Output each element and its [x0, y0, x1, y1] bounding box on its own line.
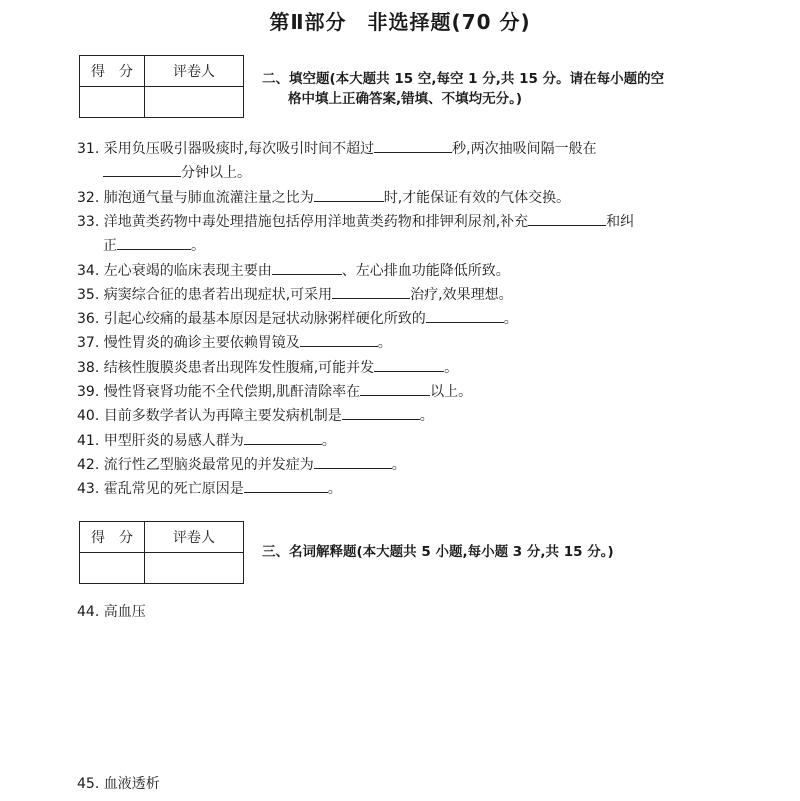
reviewer-cell[interactable] — [145, 553, 244, 584]
question-41: 41. 甲型肝炎的易感人群为 。 — [77, 430, 336, 450]
answer-blank[interactable] — [332, 284, 410, 299]
answer-blank[interactable] — [314, 454, 392, 469]
answer-blank[interactable] — [314, 187, 384, 202]
answer-blank[interactable] — [360, 381, 430, 396]
part-title: 第Ⅱ部分 非选择题(70 分) — [269, 10, 531, 34]
question-40: 40. 目前多数学者认为再障主要发病机制是 。 — [77, 405, 434, 425]
question-31-cont: 分钟以上。 — [103, 162, 251, 182]
question-35: 35. 病窦综合征的患者若出现症状,可采用 治疗,效果理想。 — [77, 284, 513, 304]
question-37: 37. 慢性胃炎的确诊主要依赖胃镜及 。 — [77, 332, 392, 352]
question-33: 33. 洋地黄类药物中毒处理措施包括停用洋地黄类药物和排钾利尿剂,补充 和纠 — [77, 211, 634, 231]
answer-blank[interactable] — [342, 405, 420, 420]
question-33-cont: 正 。 — [103, 235, 205, 255]
score-table-section-3 — [79, 521, 244, 584]
term-45: 45. 血液透析 — [77, 776, 160, 792]
answer-blank[interactable] — [103, 162, 181, 177]
section-2-heading — [262, 69, 664, 109]
answer-blank[interactable] — [117, 235, 191, 250]
answer-blank[interactable] — [426, 308, 504, 323]
question-39: 39. 慢性肾衰肾功能不全代偿期,肌酐清除率在 以上。 — [77, 381, 472, 401]
section-2-heading-line2: 格中填上正确答案,错填、不填均无分。) — [288, 91, 523, 107]
answer-blank[interactable] — [528, 211, 606, 226]
question-32: 32. 肺泡通气量与肺血流灌注量之比为 时,才能保证有效的气体交换。 — [77, 187, 570, 207]
answer-blank[interactable] — [272, 260, 342, 275]
question-34: 34. 左心衰竭的临床表现主要由 、左心排血功能降低所致。 — [77, 260, 510, 280]
score-table-section-2 — [79, 55, 244, 118]
score-label: 得 分 — [80, 522, 145, 553]
reviewer-label: 评卷人 — [145, 522, 244, 553]
question-43: 43. 霍乱常见的死亡原因是 。 — [77, 478, 342, 498]
question-36: 36. 引起心绞痛的最基本原因是冠状动脉粥样硬化所致的 。 — [77, 308, 518, 328]
answer-blank[interactable] — [374, 357, 444, 372]
score-label: 得 分 — [80, 56, 145, 87]
question-31: 31. 采用负压吸引器吸痰时,每次吸引时间不超过 秒,两次抽吸间隔一般在 — [77, 138, 597, 158]
answer-blank[interactable] — [300, 332, 378, 347]
score-cell[interactable] — [80, 553, 145, 584]
section-3-heading: 三、名词解释题(本大题共 5 小题,每小题 3 分,共 15 分。) — [262, 544, 614, 560]
question-42: 42. 流行性乙型脑炎最常见的并发症为 。 — [77, 454, 406, 474]
reviewer-cell[interactable] — [145, 87, 244, 118]
question-38: 38. 结核性腹膜炎患者出现阵发性腹痛,可能并发 。 — [77, 357, 458, 377]
answer-blank[interactable] — [244, 478, 328, 493]
reviewer-label: 评卷人 — [145, 56, 244, 87]
score-cell[interactable] — [80, 87, 145, 118]
answer-blank[interactable] — [374, 138, 452, 153]
answer-blank[interactable] — [244, 430, 322, 445]
term-44: 44. 高血压 — [77, 604, 146, 620]
section-2-heading-line1: 二、填空题(本大题共 15 空,每空 1 分,共 15 分。请在每小题的空 — [262, 71, 665, 87]
